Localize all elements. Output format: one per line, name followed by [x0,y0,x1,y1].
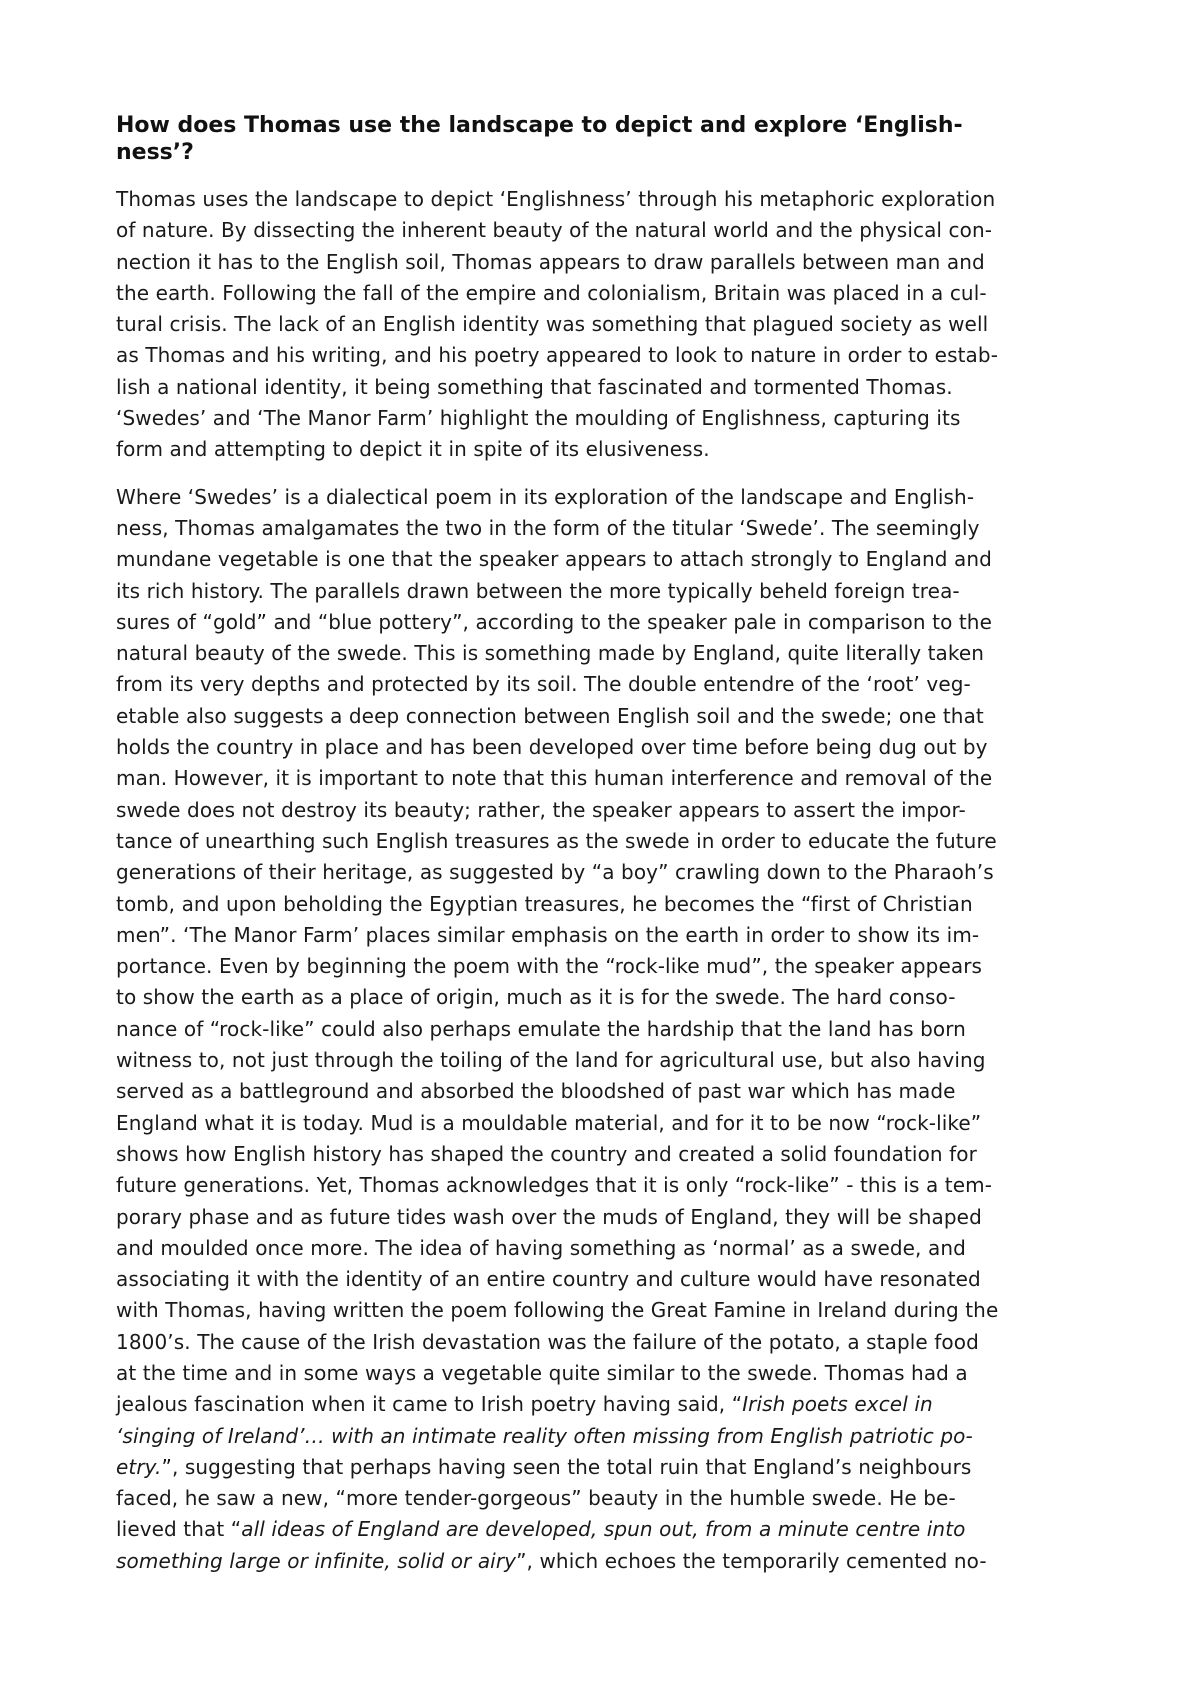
body-text-segment: ‘Swedes’ and ‘The Manor Farm’ highlight the moulding of Englishness, capturing its [116,406,961,431]
paragraph-line [116,607,1096,638]
body-paragraph [116,184,1096,466]
essay-body [116,184,1096,1577]
paragraph-line [116,1358,1096,1389]
body-text-segment: of nature. By dissecting the inherent beauty of the natural world and the physical con- [116,218,993,243]
paragraph-line [116,278,1096,309]
body-text-segment: nection it has to the English soil, Thomas appears to draw parallels between man and [116,249,985,274]
body-text-segment: witness to, not just through the toiling of the land for agricultural use, but also having [116,1048,986,1073]
paragraph-line [116,889,1096,920]
title-line: ness’? [116,140,194,165]
body-text-segment: Where ‘Swedes’ is a dialectical poem in its exploration of the landscape and English- [116,484,975,509]
paragraph-line [116,732,1096,763]
body-text-segment: tomb, and upon beholding the Egyptian treasures, he becomes the “first of Christian [116,891,973,916]
body-text-segment: man. However, it is important to note that this human interference and removal of the [116,766,993,791]
paragraph-line [116,826,1096,857]
body-paragraph [116,482,1096,1577]
body-text-segment: etable also suggests a deep connection between English soil and the swede; one that [116,703,984,728]
body-text-segment: portance. Even by beginning the poem with the “rock-like mud”, the speaker appears [116,954,983,979]
paragraph-line [116,951,1096,982]
paragraph-line [116,1295,1096,1326]
paragraph-line [116,1170,1096,1201]
body-text-segment: jealous fascination when it came to Irish poetry having said, “ [116,1392,743,1417]
body-text-segment: as Thomas and his writing, and his poetry appeared to look to nature in order to estab- [116,343,999,368]
body-text-segment: the earth. Following the fall of the empire and colonialism, Britain was placed in a cul- [116,280,987,305]
paragraph-line [116,1014,1096,1045]
paragraph-line [116,184,1096,215]
body-text-segment: lish a national identity, it being something that fascinated and tormented Thomas. [116,374,953,399]
paragraph-line [116,1483,1096,1514]
essay-title [116,112,1096,166]
paragraph-line [116,763,1096,794]
paragraph-line [116,1139,1096,1170]
body-text-segment: faced, he saw a new, “more tender-gorgeous” beauty in the humble swede. He be- [116,1486,956,1511]
body-text-segment: swede does not destroy its beauty; rather, the speaker appears to assert the impor- [116,797,966,822]
paragraph-line [116,1233,1096,1264]
paragraph-line [116,1514,1096,1545]
paragraph-line [116,372,1096,403]
body-text-segment: sures of “gold” and “blue pottery”, according to the speaker pale in comparison to the [116,609,992,634]
paragraph-line [116,576,1096,607]
paragraph-line [116,544,1096,575]
paragraph-line [116,1452,1096,1483]
paragraph-line [116,309,1096,340]
paragraph-line [116,1389,1096,1420]
body-text-segment: shows how English history has shaped the country and created a solid foundation for [116,1141,977,1166]
paragraph-line [116,482,1096,513]
document-page [116,112,1096,1593]
body-text-segment: ness, Thomas amalgamates the two in the form of the titular ‘Swede’. The seemingly [116,515,980,540]
body-text-segment: holds the country in place and has been developed over time before being dug out by [116,735,988,760]
paragraph-line [116,701,1096,732]
paragraph-line [116,982,1096,1013]
quotation-text: ‘singing of Ireland’… with an intimate reality often missing from English patriotic po- [116,1423,973,1448]
paragraph-line [116,340,1096,371]
body-text-segment: associating it with the identity of an entire country and culture would have resonated [116,1267,981,1292]
body-text-segment: tance of unearthing such English treasures as the swede in order to educate the future [116,828,997,853]
body-text-segment: with Thomas, having written the poem following the Great Famine in Ireland during the [116,1298,999,1323]
paragraph-line [116,513,1096,544]
paragraph-line [116,638,1096,669]
quotation-text: etry. [116,1454,162,1479]
paragraph-line [116,403,1096,434]
paragraph-line [116,247,1096,278]
body-text-segment: England what it is today. Mud is a mouldable material, and for it to be now “rock-like” [116,1110,982,1135]
body-text-segment: and moulded once more. The idea of having something as ‘normal’ as a swede, and [116,1235,966,1260]
body-text-segment: 1800’s. The cause of the Irish devastation was the failure of the potato, a staple food [116,1329,979,1354]
body-text-segment: form and attempting to depict it in spite of its elusiveness. [116,437,710,462]
paragraph-line [116,215,1096,246]
paragraph-line [116,434,1096,465]
body-text-segment: future generations. Yet, Thomas acknowledges that it is only “rock-like” - this is a tem- [116,1173,993,1198]
paragraph-line [116,1045,1096,1076]
body-text-segment: lieved that “ [116,1517,242,1542]
paragraph-line [116,1108,1096,1139]
body-text-segment: porary phase and as future tides wash over the muds of England, they will be shaped [116,1204,982,1229]
body-text-segment: nance of “rock-like” could also perhaps emulate the hardship that the land has born [116,1016,966,1041]
body-text-segment: its rich history. The parallels drawn between the more typically beheld foreign trea- [116,578,960,603]
paragraph-line [116,1327,1096,1358]
body-text-segment: served as a battleground and absorbed the bloodshed of past war which has made [116,1079,956,1104]
body-text-segment: Thomas uses the landscape to depict ‘Englishness’ through his metaphoric exploration [116,187,996,211]
body-text-segment: generations of their heritage, as suggested by “a boy” crawling down to the Pharaoh’s [116,860,994,885]
quotation-text: something large or infinite, solid or airy [116,1548,517,1573]
paragraph-line [116,669,1096,700]
body-text-segment: from its very depths and protected by its soil. The double entendre of the ‘root’ veg- [116,672,971,697]
paragraph-line [116,1202,1096,1233]
title-line: How does Thomas use the landscape to depict and explore ‘English- [116,113,963,138]
paragraph-line [116,1264,1096,1295]
paragraph-line [116,1076,1096,1107]
body-text-segment: natural beauty of the swede. This is something made by England, quite literally taken [116,641,985,666]
body-text-segment: ”, suggesting that perhaps having seen the total ruin that England’s neighbours [161,1454,972,1479]
paragraph-line [116,1546,1096,1577]
body-text-segment: at the time and in some ways a vegetable quite similar to the swede. Thomas had a [116,1360,968,1385]
body-text-segment: to show the earth as a place of origin, much as it is for the swede. The hard conso- [116,985,956,1010]
paragraph-line [116,857,1096,888]
body-text-segment: tural crisis. The lack of an English identity was something that plagued society as well [116,312,989,337]
paragraph-line [116,1421,1096,1452]
quotation-text: Irish poets excel in [742,1392,933,1417]
paragraph-line [116,795,1096,826]
paragraph-line [116,920,1096,951]
quotation-text: all ideas of England are developed, spun out, from a minute centre into [241,1517,966,1542]
body-text-segment: mundane vegetable is one that the speaker appears to attach strongly to England and [116,547,992,572]
body-text-segment: men”. ‘The Manor Farm’ places similar emphasis on the earth in order to show its im- [116,922,980,947]
body-text-segment: ”, which echoes the temporarily cemented no- [516,1548,987,1573]
